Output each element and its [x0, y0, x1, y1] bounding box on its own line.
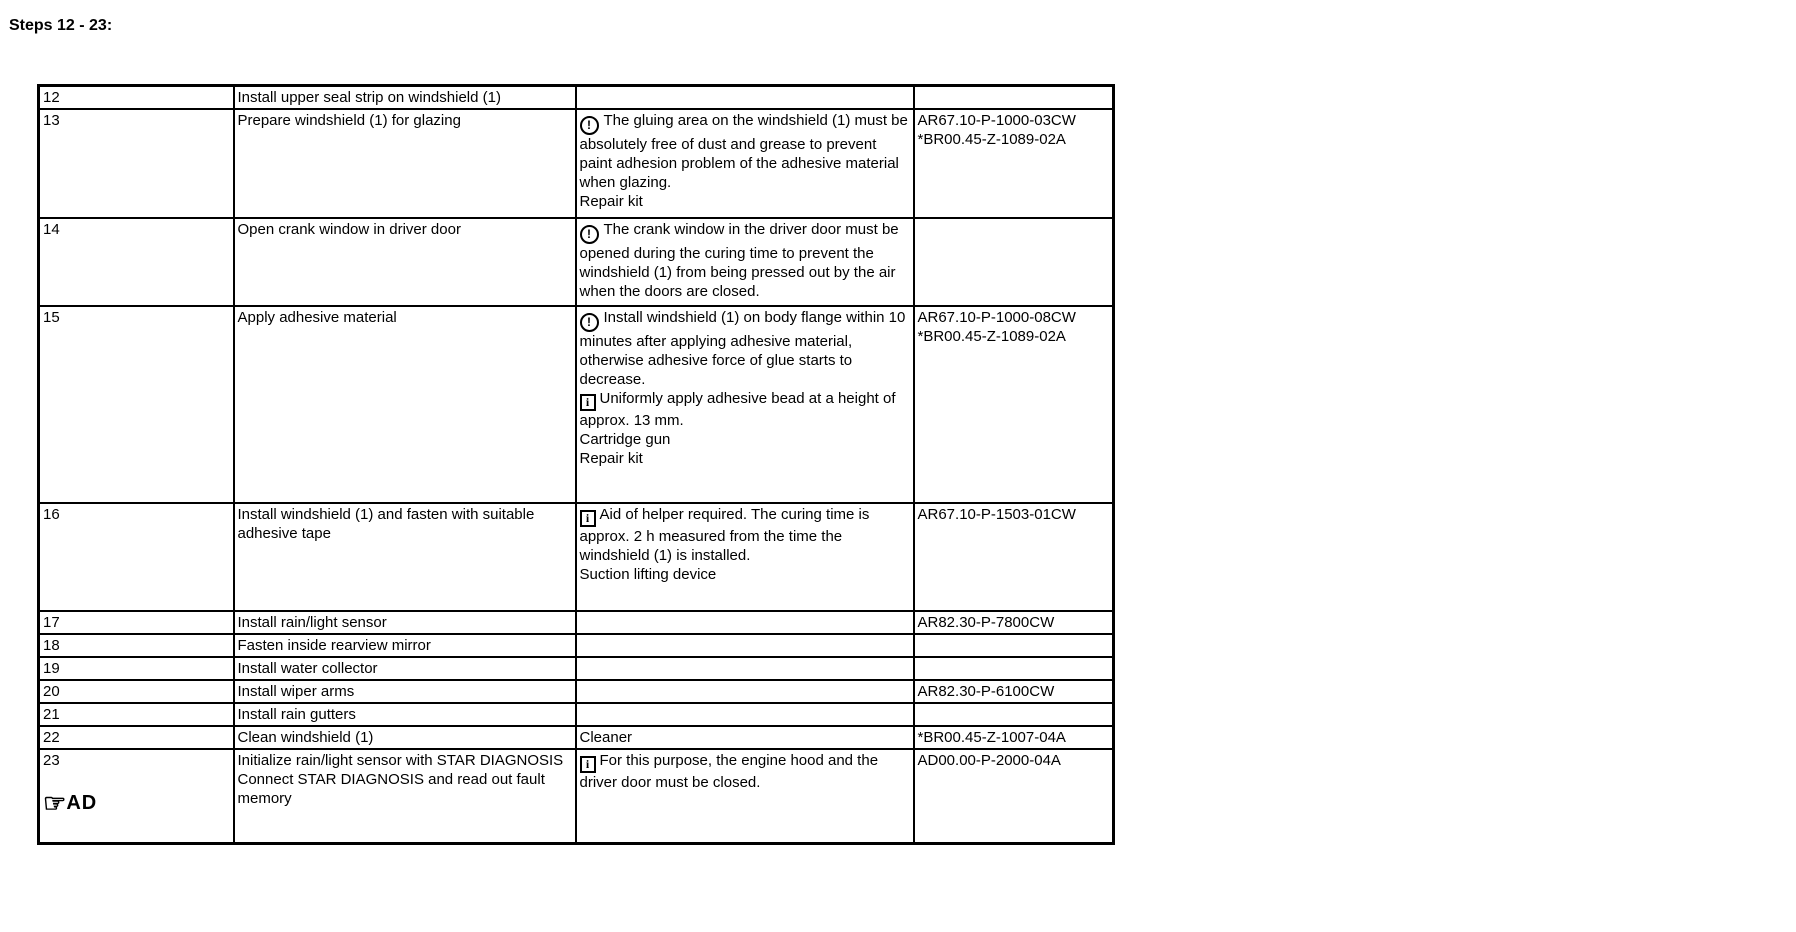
step-number: 15 [43, 309, 60, 326]
tool-text: Repair kit [579, 450, 643, 467]
note-cell [576, 726, 914, 749]
step-cell [39, 611, 234, 634]
table-row-step-17 [39, 611, 1114, 634]
step-number: 23 [43, 752, 60, 769]
note-cell [576, 749, 914, 844]
action-text: Install water collector [237, 660, 378, 677]
note-cell [576, 634, 914, 657]
step-cell [39, 680, 234, 703]
action-text: Fasten inside rearview mirror [237, 637, 431, 654]
step-number: 22 [43, 729, 60, 746]
info-icon: i [580, 394, 596, 411]
step-number: 18 [43, 637, 60, 654]
step-cell [39, 86, 234, 110]
code-cell [914, 680, 1114, 703]
table-row-step-16 [39, 503, 1114, 611]
step-cell [39, 306, 234, 503]
action-cell [234, 680, 576, 703]
note-cell [576, 680, 914, 703]
note-cell [576, 503, 914, 611]
step-number: 12 [43, 89, 60, 106]
action-text: Install rain gutters [237, 706, 356, 723]
pointing-hand-icon: ☞ [43, 788, 67, 818]
action-cell [234, 611, 576, 634]
note-paragraph [580, 308, 910, 389]
note-text: The crank window in the driver door must be opened during the curing time to prevent the windshield (1) from being pressed out by the air when the doors are closed. [579, 221, 899, 300]
document-code: AR67.10-P-1503-01CW [917, 506, 1076, 523]
action-cell [234, 86, 576, 110]
step-cell [39, 703, 234, 726]
table-row-step-15 [39, 306, 1114, 503]
action-cell [234, 726, 576, 749]
action-text: Initialize rain/light sensor with STAR DIAGNOSIS [237, 752, 564, 769]
attention-icon: ! [580, 116, 599, 135]
note-paragraph [580, 111, 910, 192]
note-cell [576, 306, 914, 503]
table-row-step-19 [39, 657, 1114, 680]
code-cell [914, 109, 1114, 218]
step-cell [39, 503, 234, 611]
document-code: AR67.10-P-1000-08CW [917, 309, 1076, 326]
code-cell [914, 657, 1114, 680]
action-cell [234, 503, 576, 611]
note-cell [576, 703, 914, 726]
step-number: 20 [43, 683, 60, 700]
note-text: For this purpose, the engine hood and the driver door must be closed. [579, 752, 879, 791]
action-cell [234, 657, 576, 680]
note-cell [576, 611, 914, 634]
ad-reference [43, 788, 98, 818]
step-number: 21 [43, 706, 60, 723]
code-cell [914, 306, 1114, 503]
table-row-step-21 [39, 703, 1114, 726]
document-code: AR82.30-P-7800CW [917, 614, 1055, 631]
note-cell [576, 218, 914, 306]
code-cell [914, 703, 1114, 726]
code-cell [914, 611, 1114, 634]
action-cell [234, 703, 576, 726]
step-number: 16 [43, 506, 60, 523]
action-text: Open crank window in driver door [237, 221, 461, 238]
note-text: The gluing area on the windshield (1) must be absolutely free of dust and grease to prevent paint adhesion problem of the adhesive material when glazing. [579, 112, 908, 191]
note-cell [576, 86, 914, 110]
table-row-step-23 [39, 749, 1114, 844]
step-cell [39, 634, 234, 657]
action-text: Clean windshield (1) [237, 729, 374, 746]
step-number: 14 [43, 221, 60, 238]
tool-text: Cleaner [579, 729, 633, 746]
table-row-step-18 [39, 634, 1114, 657]
ad-label: AD [66, 791, 98, 814]
table-row-step-13 [39, 109, 1114, 218]
action-text: Prepare windshield (1) for glazing [237, 112, 461, 129]
page-title: Steps 12 - 23: [9, 17, 113, 34]
note-text: Uniformly apply adhesive bead at a height of approx. 13 mm. [579, 390, 896, 429]
info-icon: i [580, 756, 596, 773]
table-row-step-12 [39, 86, 1114, 110]
table-row-step-20 [39, 680, 1114, 703]
step-number: 19 [43, 660, 60, 677]
code-cell [914, 749, 1114, 844]
info-paragraph [580, 389, 910, 430]
table-row-step-14 [39, 218, 1114, 306]
action-text: Install rain/light sensor [237, 614, 387, 631]
tool-text: Repair kit [579, 193, 643, 210]
tool-text: Cartridge gun [579, 431, 671, 448]
action-text: Install windshield (1) and fasten with suitable adhesive tape [237, 506, 535, 542]
action-text: Connect STAR DIAGNOSIS and read out fault memory [237, 771, 545, 807]
document-code: AR82.30-P-6100CW [917, 683, 1055, 700]
step-cell [39, 109, 234, 218]
document-code: *BR00.45-Z-1089-02A [917, 131, 1066, 148]
code-cell [914, 726, 1114, 749]
steps-table [37, 84, 1115, 845]
action-cell [234, 109, 576, 218]
attention-icon: ! [580, 225, 599, 244]
action-cell [234, 218, 576, 306]
step-cell [39, 657, 234, 680]
action-cell [234, 634, 576, 657]
action-cell [234, 306, 576, 503]
code-cell [914, 86, 1114, 110]
step-cell [39, 749, 234, 844]
note-cell [576, 657, 914, 680]
table-row-step-22 [39, 726, 1114, 749]
document-code: AR67.10-P-1000-03CW [917, 112, 1076, 129]
step-cell [39, 726, 234, 749]
action-text: Install wiper arms [237, 683, 355, 700]
info-icon: i [580, 510, 596, 527]
tool-text: Suction lifting device [579, 566, 717, 583]
step-cell [39, 218, 234, 306]
code-cell [914, 218, 1114, 306]
note-text: Aid of helper required. The curing time is approx. 2 h measured from the time the windshield (1) is installed. [579, 506, 870, 564]
action-text: Apply adhesive material [237, 309, 397, 326]
note-text: Install windshield (1) on body flange within 10 minutes after applying adhesive material, otherwise adhesive force of glue starts to decrease. [579, 309, 906, 388]
note-paragraph [580, 220, 910, 301]
info-paragraph [580, 505, 910, 565]
step-number: 17 [43, 614, 60, 631]
document-code: *BR00.45-Z-1007-04A [917, 729, 1066, 746]
action-cell [234, 749, 576, 844]
document-code: *BR00.45-Z-1089-02A [917, 328, 1066, 345]
attention-icon: ! [580, 313, 599, 332]
note-cell [576, 109, 914, 218]
code-cell [914, 634, 1114, 657]
step-number: 13 [43, 112, 60, 129]
info-paragraph [580, 751, 910, 792]
action-text: Install upper seal strip on windshield (1) [237, 89, 501, 106]
code-cell [914, 503, 1114, 611]
document-code: AD00.00-P-2000-04A [917, 752, 1061, 769]
